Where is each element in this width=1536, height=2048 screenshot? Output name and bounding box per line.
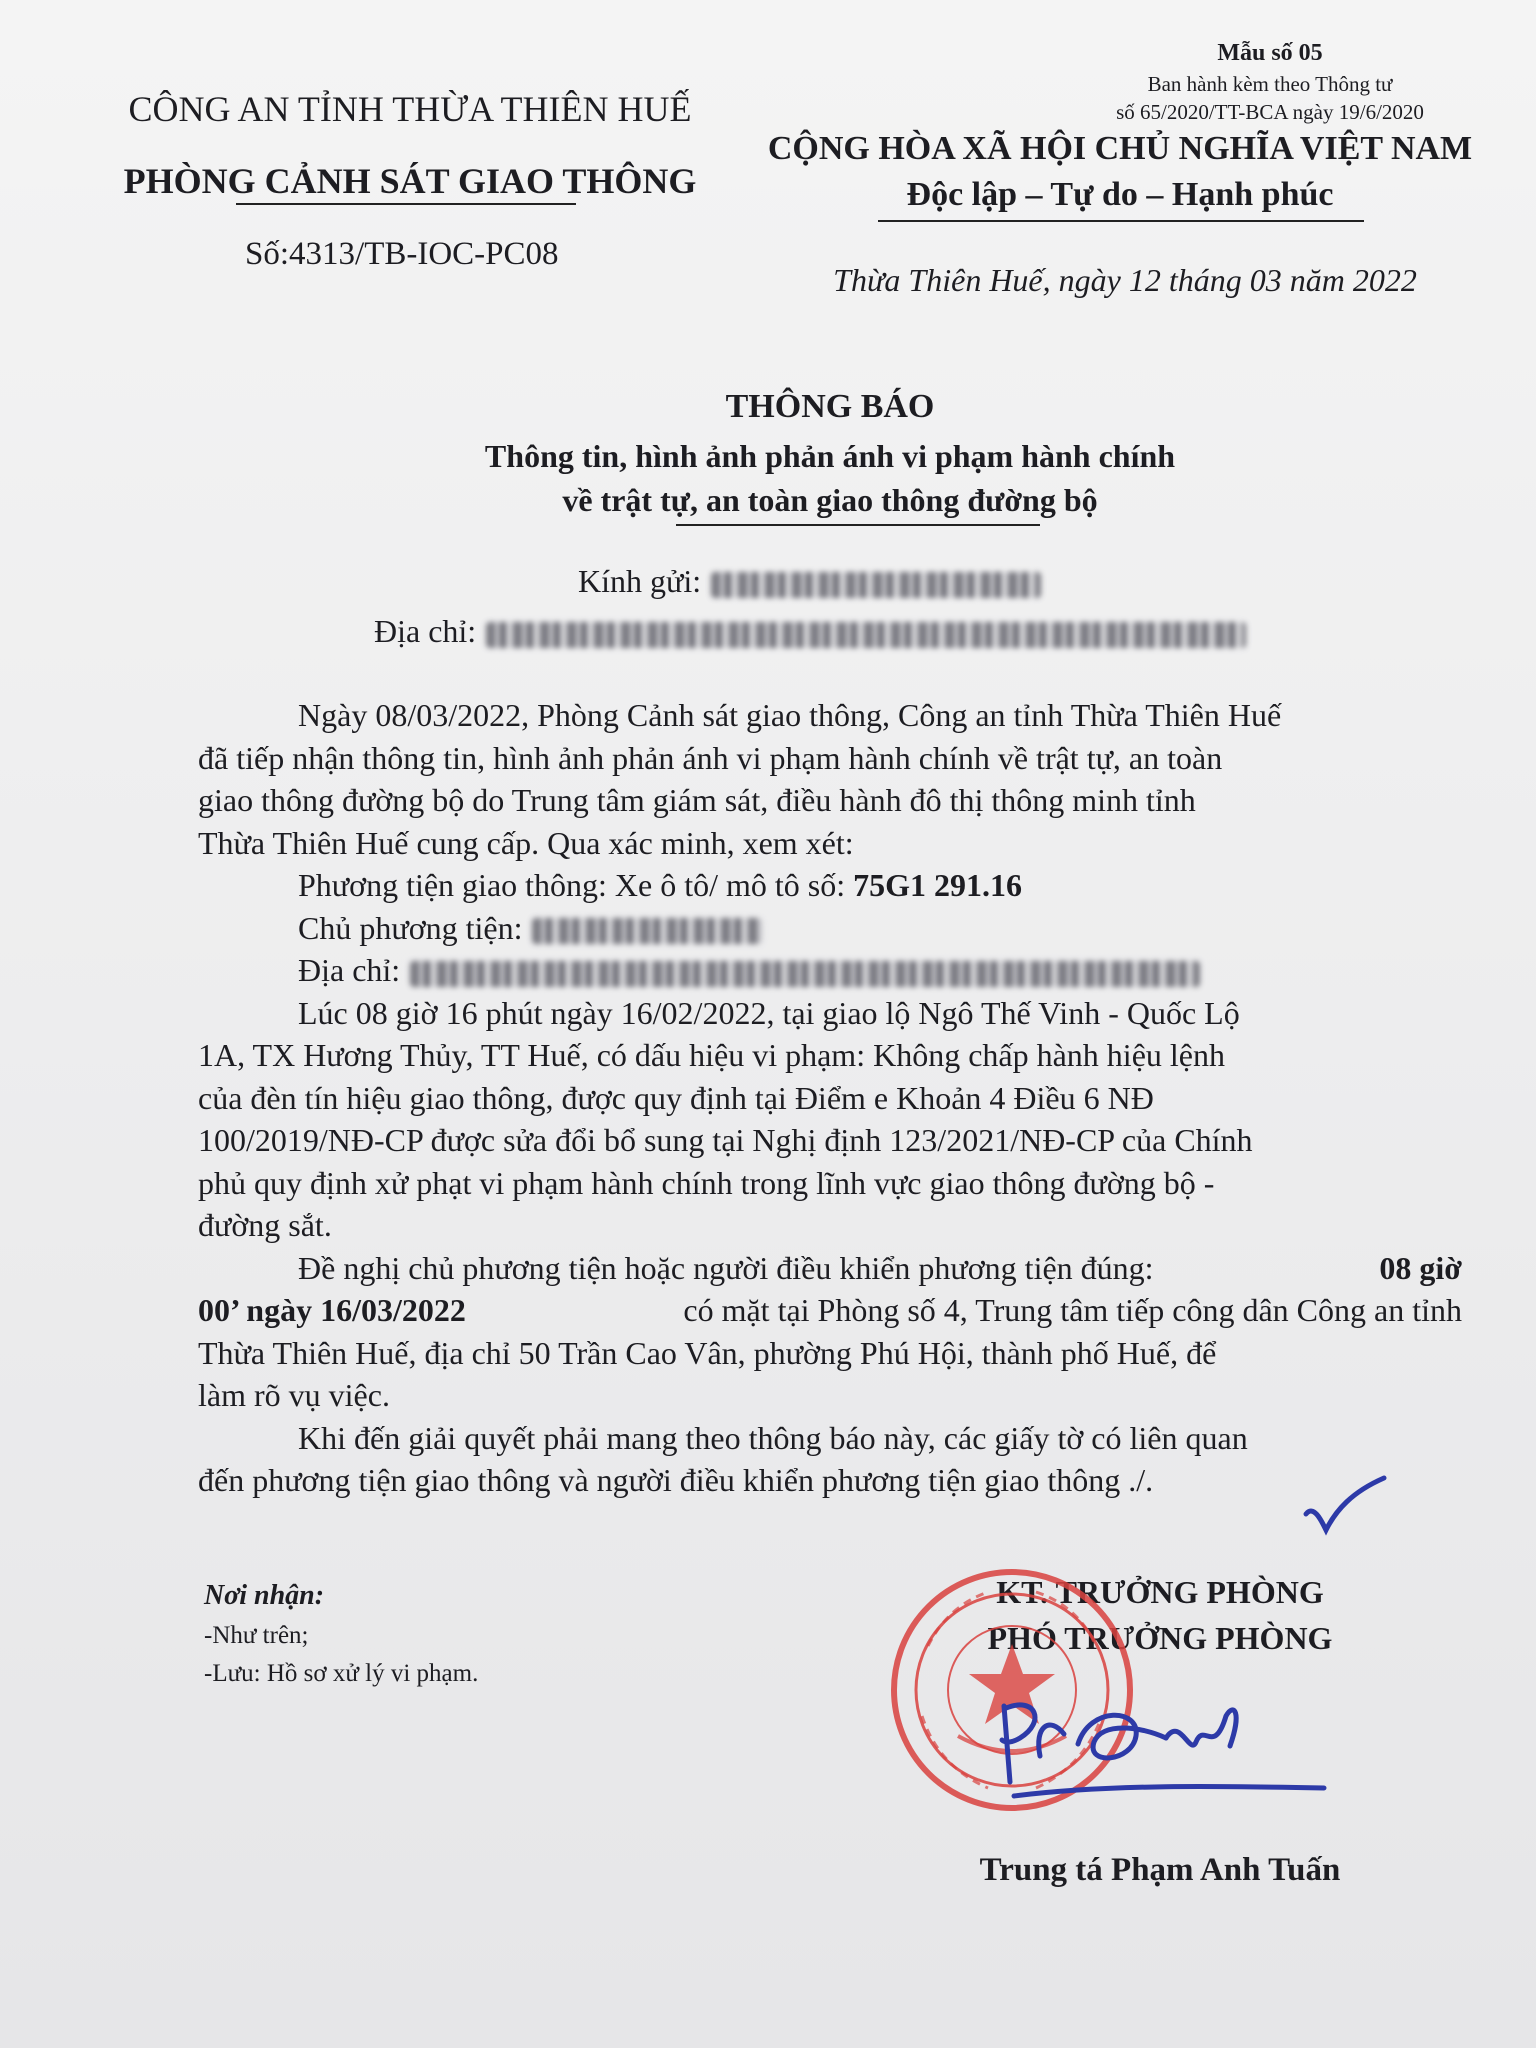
document-subtitle-line1: Thông tin, hình ảnh phản ánh vi phạm hành chính bbox=[484, 438, 1176, 474]
body-line: Thừa Thiên Huế cung cấp. Qua xác minh, xem xét: bbox=[198, 824, 854, 861]
form-number: Mẫu số 05 bbox=[1217, 40, 1323, 66]
handwritten-signature-icon bbox=[990, 1686, 1330, 1806]
owner-line bbox=[198, 907, 1462, 950]
body-line: Lúc 08 giờ 16 phút ngày 16/02/2022, tại giao lộ Ngô Thế Vinh - Quốc Lộ bbox=[298, 994, 1240, 1031]
body-line: làm rõ vụ việc. bbox=[198, 1377, 390, 1413]
appointment-date: 00’ ngày 16/03/2022 bbox=[198, 1292, 466, 1328]
addressee-label: Kính gửi: bbox=[578, 563, 702, 599]
body-line: 1A, TX Hương Thủy, TT Huế, có dấu hiệu vi phạm: Không chấp hành hiệu lệnh bbox=[198, 1037, 1225, 1073]
document-title: THÔNG BÁO bbox=[725, 388, 935, 425]
body-line: của đèn tín hiệu giao thông, được quy định tại Điểm e Khoản 4 Điều 6 NĐ bbox=[198, 1079, 1154, 1116]
redacted-owner bbox=[532, 918, 762, 944]
vehicle-label: Phương tiện giao thông: Xe ô tô/ mô tô số: bbox=[298, 867, 846, 903]
appointment-request: Đề nghị chủ phương tiện hoặc người điều khiển phương tiện đúng: bbox=[298, 1249, 1154, 1286]
addressee-line bbox=[578, 563, 1041, 600]
signer-name: Trung tá Phạm Anh Tuấn bbox=[979, 1852, 1341, 1888]
body-line bbox=[198, 1247, 1462, 1290]
body-line bbox=[198, 1289, 1462, 1332]
nation-title: CỘNG HÒA XÃ HỘI CHỦ NGHĨA VIỆT NAM bbox=[767, 130, 1473, 167]
body-line: Thừa Thiên Huế, địa chỉ 50 Trần Cao Vân, phường Phú Hội, thành phố Huế, để bbox=[198, 1334, 1217, 1371]
recipients-title: Nơi nhận: bbox=[204, 1580, 325, 1611]
document-number: Số:4313/TB-IOC-PC08 bbox=[245, 236, 559, 272]
vehicle-line bbox=[198, 864, 1462, 907]
signature-title-1: KT. TRƯỞNG PHÒNG bbox=[996, 1574, 1324, 1610]
signature-title-2: PHÓ TRƯỞNG PHÒNG bbox=[987, 1620, 1333, 1656]
body-line: 100/2019/NĐ-CP được sửa đổi bổ sung tại Nghị định 123/2021/NĐ-CP của Chính bbox=[198, 1122, 1253, 1158]
owner-label: Chủ phương tiện: bbox=[298, 909, 523, 946]
recipient-item: -Như trên; bbox=[204, 1622, 309, 1649]
body-line: đường sắt. bbox=[198, 1207, 332, 1243]
agency-name-line1: CÔNG AN TỈNH THỪA THIÊN HUẾ bbox=[128, 89, 692, 129]
body-line: phủ quy định xử phạt vi phạm hành chính trong lĩnh vực giao thông đường bộ - bbox=[198, 1164, 1215, 1201]
owner-address-label: Địa chỉ: bbox=[298, 952, 401, 988]
body-line: đã tiếp nhận thông tin, hình ảnh phản ánh vi phạm hành chính về trật tự, an toàn bbox=[198, 739, 1223, 776]
recipient-item: -Lưu: Hồ sơ xử lý vi phạm. bbox=[204, 1660, 479, 1687]
document-body bbox=[198, 694, 1462, 1502]
ink-checkmark-icon bbox=[1300, 1470, 1390, 1540]
vehicle-plate: 75G1 291.16 bbox=[853, 867, 1023, 903]
document-subtitle-line2: về trật tự, an toàn giao thông đường bộ bbox=[562, 482, 1098, 518]
owner-address-line bbox=[198, 949, 1462, 992]
national-motto: Độc lập – Tự do – Hạnh phúc bbox=[906, 176, 1334, 213]
title-underline bbox=[676, 524, 1040, 526]
motto-underline bbox=[878, 220, 1364, 222]
form-reference: số 65/2020/TT-BCA ngày 19/6/2020 bbox=[1116, 100, 1424, 124]
agency-name-line2: PHÒNG CẢNH SÁT GIAO THÔNG bbox=[123, 161, 697, 201]
body-line: giao thông đường bộ do Trung tâm giám sát, điều hành đô thị thông minh tỉnh bbox=[198, 782, 1196, 818]
redacted-owner-address bbox=[410, 961, 1200, 987]
redacted-address bbox=[486, 622, 1246, 648]
agency-underline bbox=[236, 203, 576, 205]
body-line: Khi đến giải quyết phải mang theo thông báo này, các giấy tờ có liên quan bbox=[298, 1419, 1248, 1456]
body-line: Ngày 08/03/2022, Phòng Cảnh sát giao thông, Công an tỉnh Thừa Thiên Huế bbox=[298, 697, 1282, 733]
addressee-address-label: Địa chỉ: bbox=[374, 613, 477, 649]
appointment-place: có mặt tại Phòng số 4, Trung tâm tiếp công dân Công an tỉnh bbox=[683, 1292, 1462, 1328]
body-line: đến phương tiện giao thông và người điều khiển phương tiện giao thông ./. bbox=[198, 1462, 1154, 1498]
form-issued-note: Ban hành kèm theo Thông tư bbox=[1147, 72, 1393, 96]
dateline: Thừa Thiên Huế, ngày 12 tháng 03 năm 2022 bbox=[833, 262, 1417, 298]
addressee-address-line bbox=[374, 613, 1246, 650]
redacted-name bbox=[711, 572, 1041, 598]
appointment-time: 08 giờ bbox=[1379, 1249, 1462, 1286]
